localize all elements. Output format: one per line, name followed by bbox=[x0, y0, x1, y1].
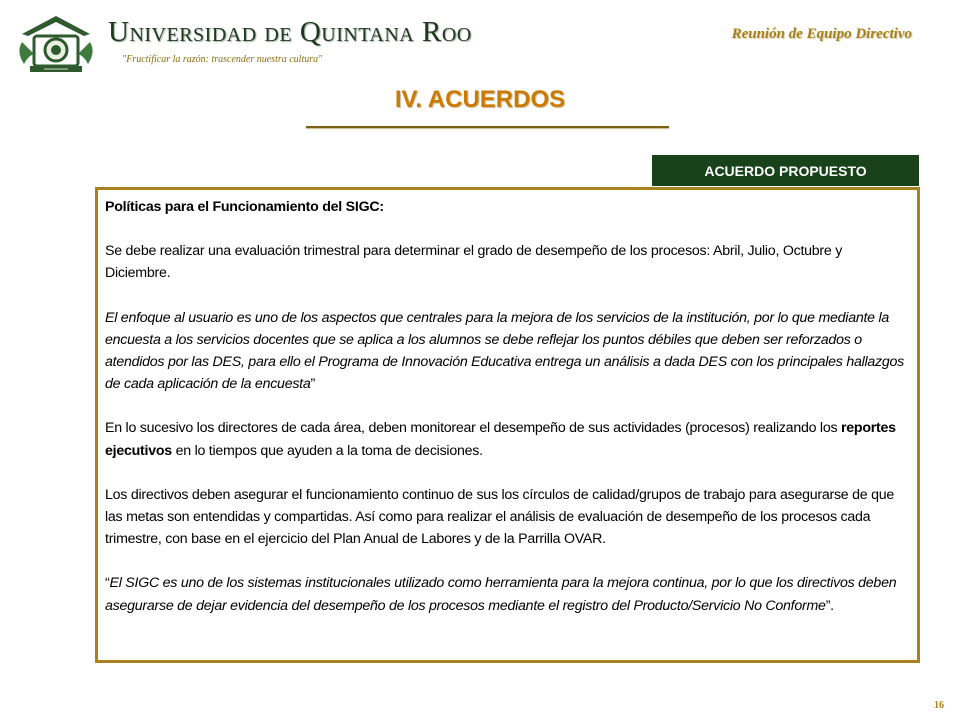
proposed-agreement-tab-label: ACUERDO PROPUESTO bbox=[704, 162, 867, 179]
policies-heading: Políticas para el Funcionamiento del SIGC: bbox=[105, 199, 384, 215]
university-name: Universidad de Quintana Roo bbox=[108, 16, 472, 48]
paragraph-sigc bbox=[105, 572, 909, 616]
agreement-content-box bbox=[95, 187, 920, 663]
directors-monitoring-tail: en lo tiempos que ayuden a la toma de decisiones. bbox=[171, 442, 483, 459]
proposed-agreement-tab bbox=[652, 155, 919, 186]
user-focus-close-quote: ” bbox=[310, 376, 315, 393]
sigc-close-quote: ”. bbox=[825, 597, 834, 614]
university-motto: "Fructificar la razón: trascender nuestra cultura" bbox=[122, 54, 323, 65]
university-crest-icon bbox=[14, 12, 98, 76]
paragraph-quality-circles: Los directivos deben asegurar el funcionamiento continuo de sus los círculos de calidad/grupos de trabajo para asegurarse de que las metas son entendidas y compartidas. Así como para realizar el análisis de evaluación de desempeño de los procesos cada trimestre, con base en el ejercicio del Plan Anual de Labores y de la Parrilla OVAR. bbox=[105, 486, 895, 548]
paragraph-gap bbox=[105, 550, 909, 572]
directors-monitoring-text: En lo sucesivo los directores de cada área, deben monitorear el desempeño de sus actividades (procesos) realizando los bbox=[105, 420, 842, 437]
meeting-label: Reunión de Equipo Directivo bbox=[731, 26, 912, 42]
paragraph-gap bbox=[105, 218, 909, 240]
paragraph-gap bbox=[105, 285, 909, 307]
paragraph-user-focus bbox=[105, 307, 909, 396]
paragraph-quarterly-evaluation: Se debe realizar una evaluación trimestral para determinar el grado de desempeño de los procesos: Abril, Julio, Octubre y Diciembre. bbox=[105, 243, 843, 282]
user-focus-text: El enfoque al usuario es uno de los aspectos que centrales para la mejora de los servicios de la institución, por lo que mediante la encuesta a los servicios docentes que se aplica a los alumnos se debe reflejar los puntos débiles que deben ser reforzados o atendidos por las DES, para ello el Programa de Innovación Educativa entrega un análisis a dada DES con los principales hallazgos de cada aplicación de la encuesta bbox=[105, 309, 905, 393]
sigc-open-quote: “ bbox=[105, 575, 110, 592]
paragraph-gap bbox=[105, 462, 909, 484]
sigc-text: El SIGC es uno de los sistemas institucionales utilizado como herramienta para la mejora continua, por lo que los directivos deben asegurarse de dejar evidencia del desempeño de los procesos mediante el registro del Producto/Servicio No Conforme bbox=[105, 575, 897, 614]
paragraph-gap bbox=[105, 395, 909, 417]
section-title: IV. ACUERDOS bbox=[394, 86, 566, 113]
title-underline bbox=[306, 126, 669, 128]
page-number: 16 bbox=[934, 700, 944, 711]
paragraph-directors-monitoring bbox=[105, 417, 909, 461]
executive-reports-text: reportes ejecutivos bbox=[105, 420, 896, 459]
